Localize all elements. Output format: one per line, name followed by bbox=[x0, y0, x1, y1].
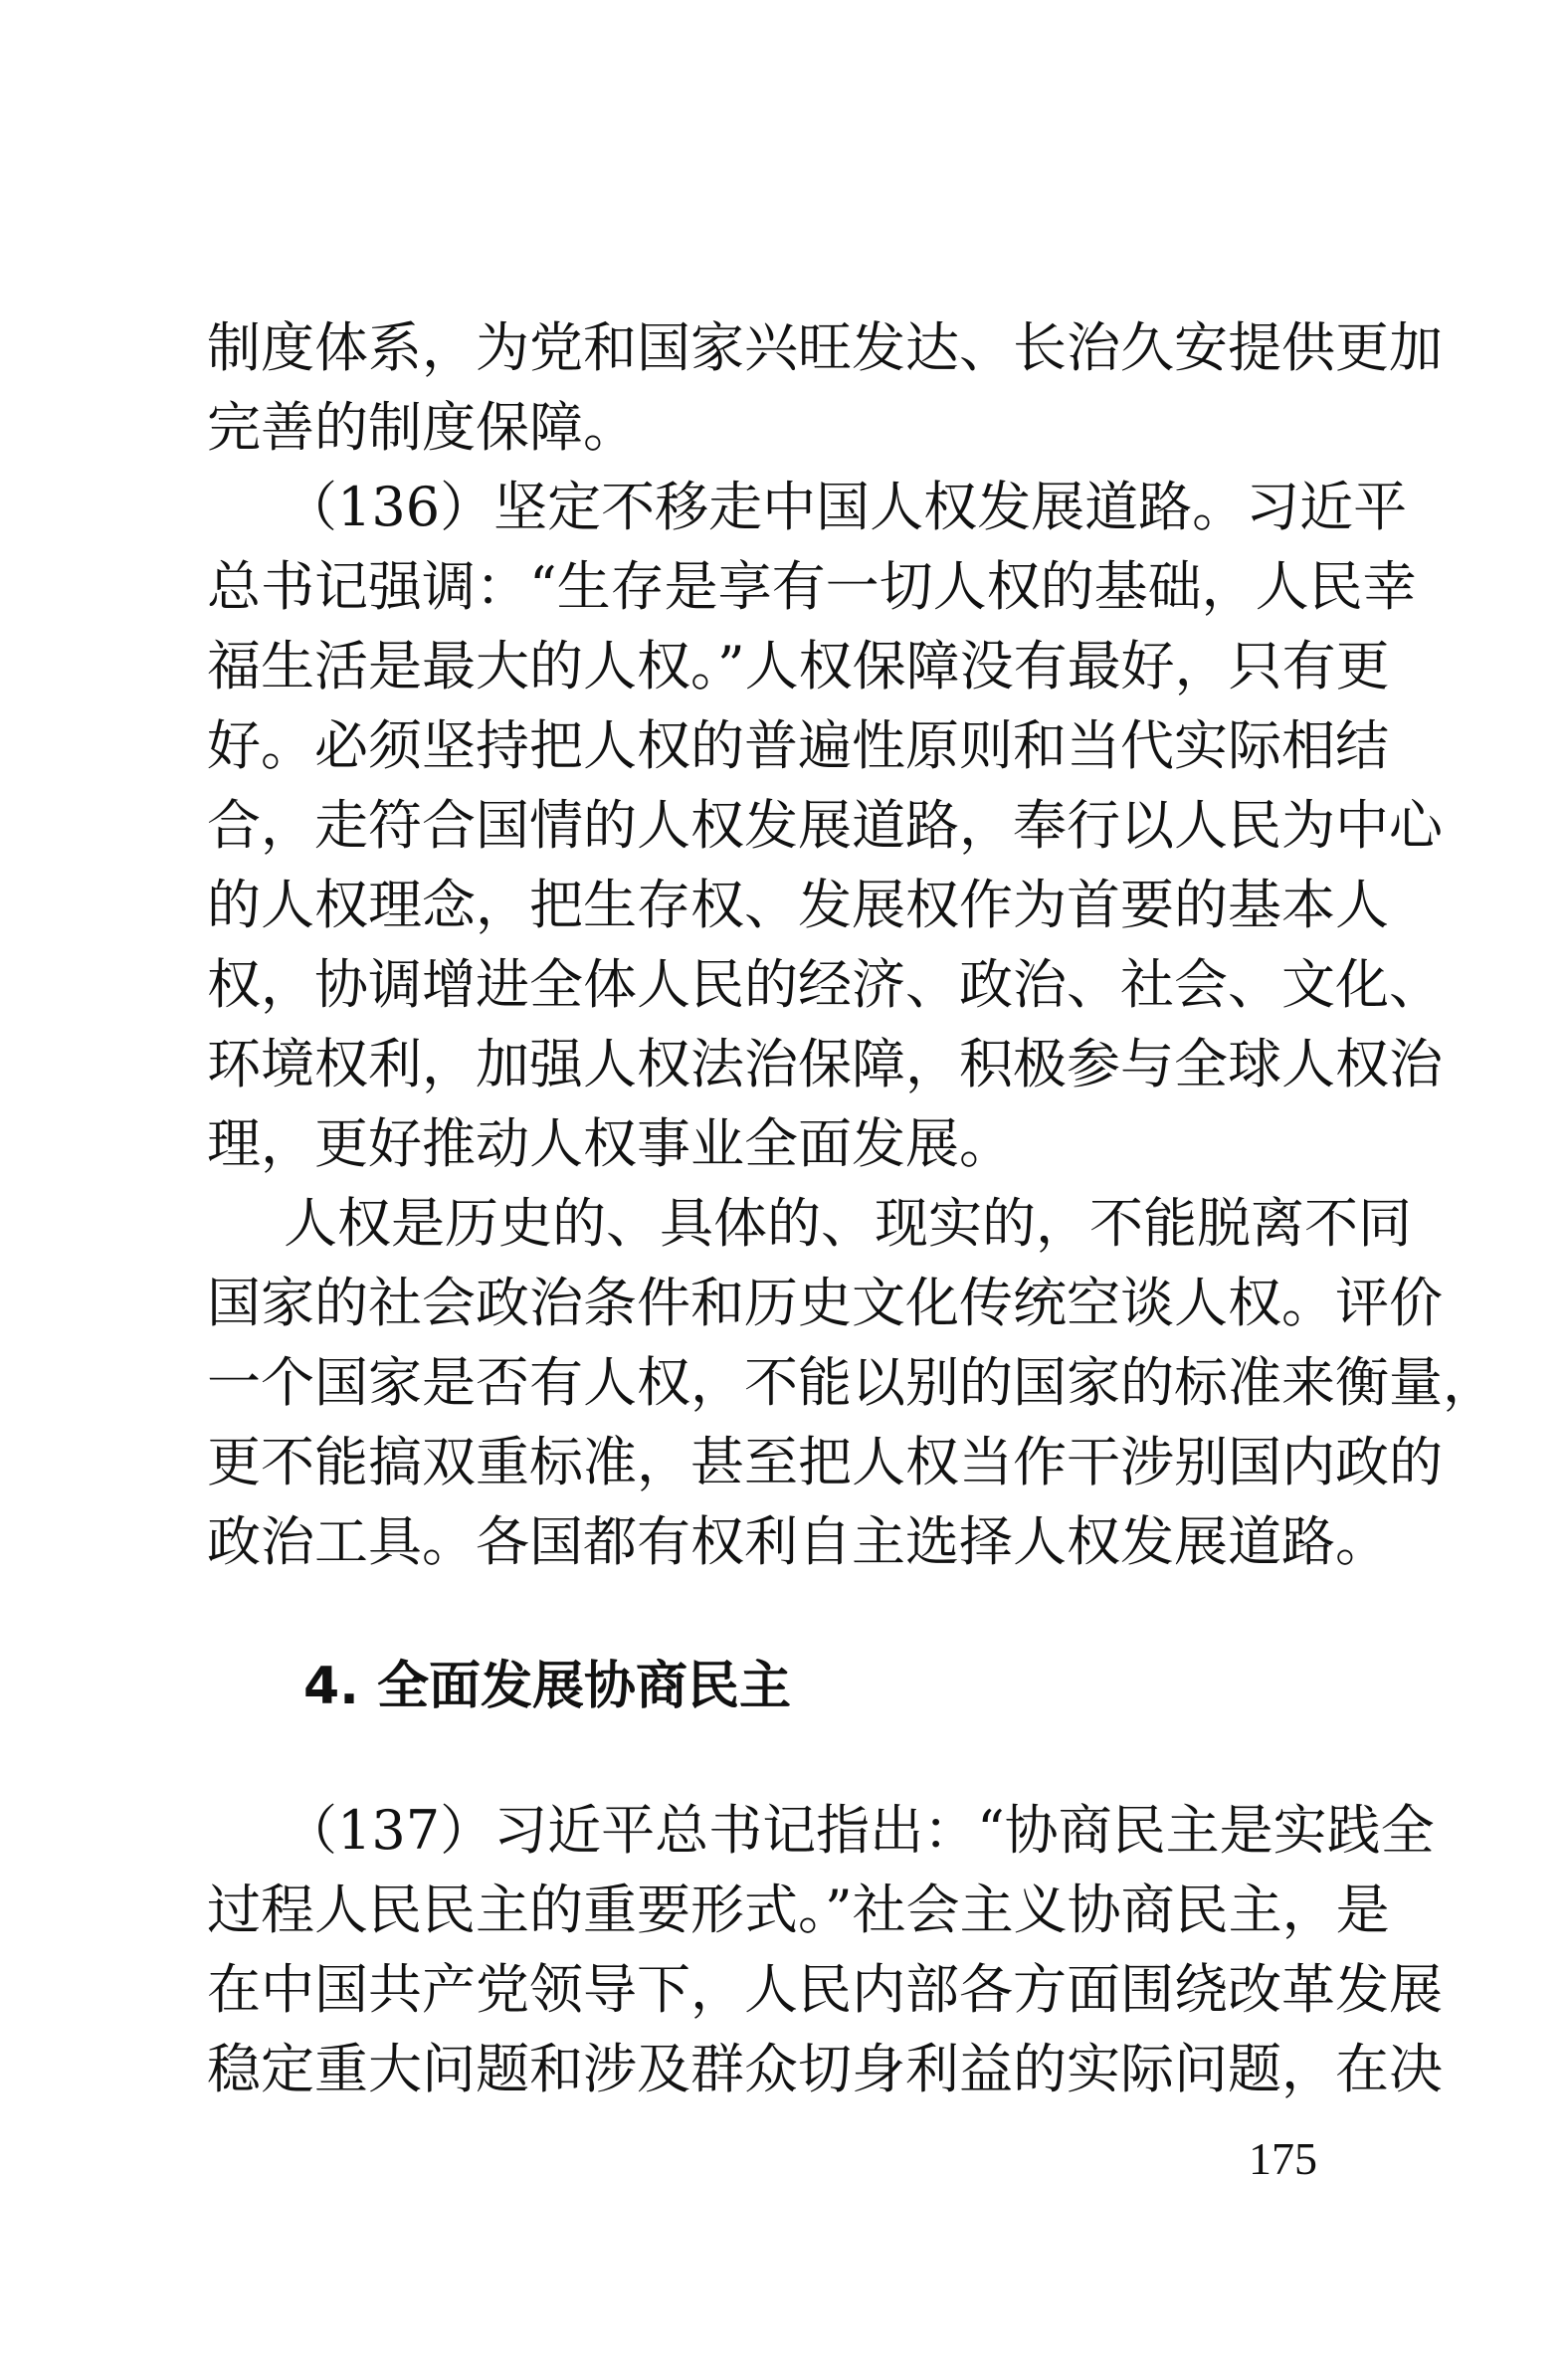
body-text-line: 完善的制度保障。 bbox=[207, 396, 637, 459]
body-text-line: （137）习近平总书记指出：“协商民主是实践全 bbox=[284, 1799, 1435, 1862]
body-text-line: 人权是历史的、具体的、现实的，不能脱离不同 bbox=[284, 1192, 1412, 1255]
body-text-line: 合，走符合国情的人权发展道路，奉行以人民为中心 bbox=[207, 794, 1443, 857]
body-text-line: 在中国共产党领导下，人民内部各方面围绕改革发展 bbox=[207, 1958, 1443, 2021]
body-text-line: 一个国家是否有人权，不能以别的国家的标准来衡量， bbox=[207, 1351, 1496, 1414]
body-text-line: 过程人民民主的重要形式。”社会主义协商民主，是 bbox=[207, 1879, 1390, 1941]
body-text-line: 制度体系，为党和国家兴旺发达、长治久安提供更加 bbox=[207, 316, 1443, 379]
body-text-line: 环境权利，加强人权法治保障，积极参与全球人权治 bbox=[207, 1033, 1443, 1095]
page-number: 175 bbox=[1249, 2133, 1317, 2184]
body-text-line: （136）坚定不移走中国人权发展道路。习近平 bbox=[284, 476, 1408, 538]
body-text-line: 理，更好推动人权事业全面发展。 bbox=[207, 1112, 1013, 1175]
body-text-line: 更不能搞双重标准，甚至把人权当作干涉别国内政的 bbox=[207, 1431, 1443, 1493]
body-text-line: 总书记强调：“生存是享有一切人权的基础，人民幸 bbox=[207, 555, 1417, 618]
body-text-line: 稳定重大问题和涉及群众切身利益的实际问题，在决 bbox=[207, 2038, 1443, 2100]
body-text-line: 权，协调增进全体人民的经济、政治、社会、文化、 bbox=[207, 953, 1443, 1016]
body-text-line: 福生活是最大的人权。”人权保障没有最好，只有更 bbox=[207, 635, 1390, 697]
body-text-line: 好。必须坚持把人权的普遍性原则和当代实际相结 bbox=[207, 714, 1389, 777]
body-text-line: 政治工具。各国都有权利自主选择人权发展道路。 bbox=[207, 1510, 1389, 1573]
body-text-line: 的人权理念，把生存权、发展权作为首要的基本人 bbox=[207, 874, 1389, 936]
section-heading: 4. 全面发展协商民主 bbox=[303, 1657, 792, 1716]
body-text-line: 国家的社会政治条件和历史文化传统空谈人权。评价 bbox=[207, 1272, 1443, 1334]
